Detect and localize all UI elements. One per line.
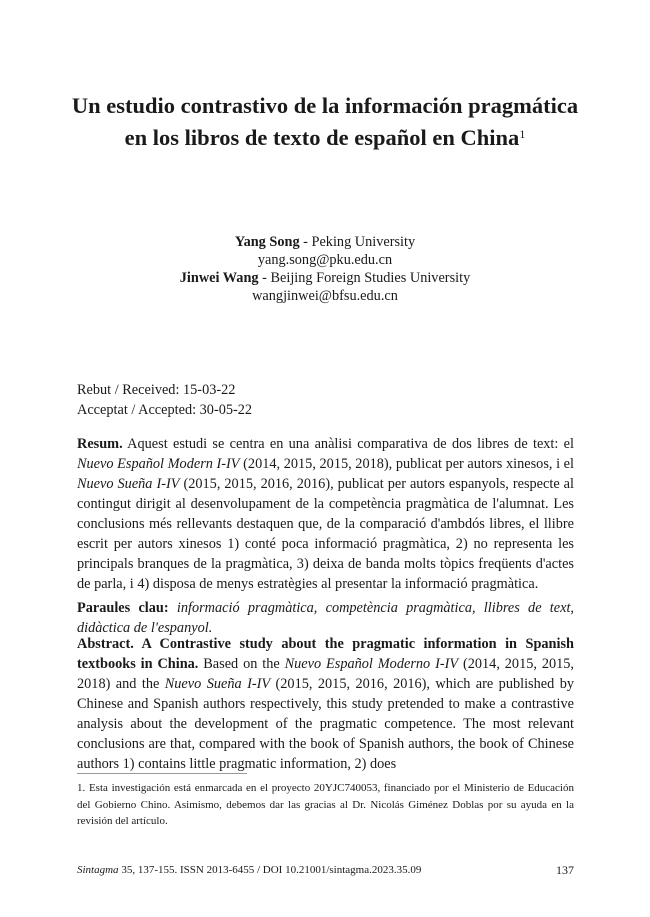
abstract-book-1: Nuevo Español Moderno I-IV xyxy=(284,656,459,672)
accepted-date: Acceptat / Accepted: 30-05-22 xyxy=(77,402,253,418)
keywords-paragraph xyxy=(77,598,574,638)
resum-text-1: Aquest estudi se centra en una anàlisi comparativa de dos libres de text: el xyxy=(122,436,574,452)
footnote: 1. Esta investigación está enmarcada en el proyecto 20YJC740053, financiado por el Ministerio de Educación del Gobierno Chino. Asimismo, debemos dar las gracias al Dr. Nicolás Giménez Doblas por su ayuda en la revisión del artículo. xyxy=(77,782,574,827)
author-1-name: Yang Song xyxy=(234,234,300,250)
abstract-book-2: Nuevo Sueña I-IV xyxy=(164,676,271,692)
submission-dates xyxy=(77,380,252,420)
resum-text-3: (2015, 2015, 2016, 2016), publicat per autors espanyols, respecte al contingut dirigit al desenvolupament de la competència pragmàtica de l'alumnat. Les conclusions més rellevants destaquen que, de la comparació d'ambdós libres, el llibre escrit per autors xinesos 1) conté poca informació pragmàtica, 2) no representa les principals branques de la pragmàtica, 3) deixa de banda molts tòpics freqüents d'actes de parla, i 4) disposa de menys estratègies al presentar la informació pragmàtica. xyxy=(77,476,574,592)
title-line-2-text: en los libros de texto de español en China xyxy=(124,125,520,150)
resum-label: Resum. xyxy=(77,436,123,452)
page-number: 137 xyxy=(556,863,574,877)
author-2-email: wangjinwei@bfsu.edu.cn xyxy=(252,288,398,304)
abstract-paragraph xyxy=(77,634,574,774)
resum-book-1: Nuevo Español Modern I-IV xyxy=(77,456,240,472)
abstract-label: Abstract. A Contrastive study about the pragmatic information in Spanish textbooks in China. xyxy=(77,636,574,672)
author-1-affiliation: - Peking University xyxy=(299,234,416,250)
author-1 xyxy=(80,233,570,251)
title-footnote-mark: 1 xyxy=(519,127,526,141)
article-title xyxy=(60,90,590,154)
author-2 xyxy=(80,269,570,287)
abstract-text-1: Based on the xyxy=(198,656,285,672)
author-2-affiliation: - Beijing Foreign Studies University xyxy=(258,270,471,286)
resum-paragraph xyxy=(77,434,574,594)
keywords-text: informació pragmàtica, competència pragmàtica, llibres de text, didàctica de l'espanyol. xyxy=(77,600,574,636)
author-1-email: yang.song@pku.edu.cn xyxy=(257,252,393,268)
abstract-text-3: (2015, 2015, 2016, 2016), which are published by Chinese and Spanish authors respectively, this study pretended to make a contrastive analysis about the development of the pragmatic competence. The most relevant conclusions are that, compared with the book of Spanish authors, the book of Chinese authors 1) contains little pragmatic information, 2) does xyxy=(77,676,574,772)
author-2-name: Jinwei Wang xyxy=(179,270,259,286)
journal-name: Sintagma xyxy=(77,864,119,876)
resum-book-2: Nuevo Sueña I-IV xyxy=(77,476,180,492)
author-block xyxy=(80,233,570,305)
keywords-label: Paraules clau: xyxy=(77,600,169,616)
footnote-divider xyxy=(77,773,247,774)
received-date: Rebut / Received: 15-03-22 xyxy=(77,382,236,398)
journal-citation: 35, 137-155. ISSN 2013-6455 / DOI 10.21001/sintagma.2023.35.09 xyxy=(118,864,422,876)
resum-text-2: (2014, 2015, 2015, 2018), publicat per autors xinesos, i el xyxy=(239,456,574,472)
abstract-text-2: (2014, 2015, 2015, 2018) and the xyxy=(77,656,574,692)
title-line-2 xyxy=(60,122,590,154)
page-footer xyxy=(77,863,574,877)
title-line-1: Un estudio contrastivo de la información pragmática xyxy=(71,93,579,118)
